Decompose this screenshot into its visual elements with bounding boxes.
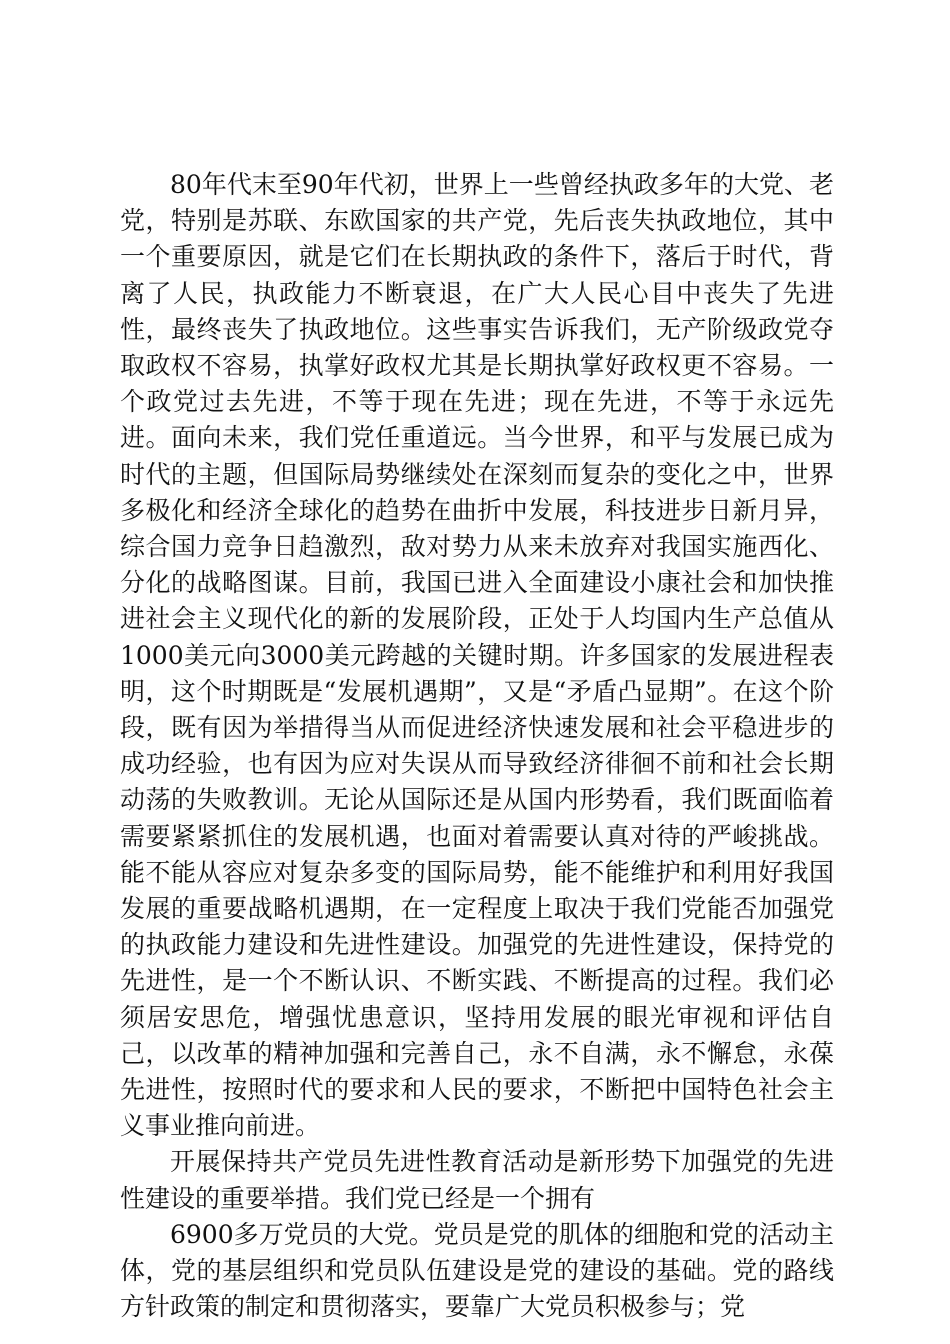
paragraph-3: 6900多万党员的大党。党员是党的肌体的细胞和党的活动主体，党的基层组织和党员队伍建设是党的建设的基础。党的路线方针政策的制定和贯彻落实，要靠广大党员积极参与；党: [120, 1219, 834, 1322]
paragraph-1: 80年代末至90年代初，世界上一些曾经执政多年的大党、老党，特别是苏联、东欧国家的共产党，先后丧失执政地位，其中一个重要原因，就是它们在长期执政的条件下，落后于时代，背离了人民，执政能力不断衰退，在广大人民心目中丧失了先进性，最终丧失了执政地位。这些事实告诉我们，无产阶级政党夺取政权不容易，执掌好政权尤其是长期执掌好政权更不容易。一个政党过去先进，不等于现在先进；现在先进，不等于永远先进。面向未来，我们党任重道远。当今世界，和平与发展已成为时代的主题，但国际局势继续处在深刻而复杂的变化之中，世界多极化和经济全球化的趋势在曲折中发展，科技进步日新月异，综合国力竞争日趋激烈，敌对势力从来未放弃对我国实施西化、分化的战略图谋。目前，我国已进入全面建设小康社会和加快推进社会主义现代化的新的发展阶段，正处于人均国内生产总值从1000美元向3000美元跨越的关键时期。许多国家的发展进程表明，这个时期既是“发展机遇期”，又是“矛盾凸显期”。在这个阶段，既有因为举措得当从而促进经济快速发展和社会平稳进步的成功经验，也有因为应对失误从而导致经济徘徊不前和社会长期动荡的失败教训。无论从国际还是从国内形势看，我们既面临着需要紧紧抓住的发展机遇，也面对着需要认真对待的严峻挑战。能不能从容应对复杂多变的国际局势，能不能维护和利用好我国发展的重要战略机遇期，在一定程度上取决于我们党能否加强党的执政能力建设和先进性建设。加强党的先进性建设，保持党的先进性，是一个不断认识、不断实践、不断提高的过程。我们必须居安思危，增强忧患意识，坚持用发展的眼光审视和评估自己，以改革的精神加强和完善自己，永不自满，永不懈怠，永葆先进性，按照时代的要求和人民的要求，不断把中国特色社会主义事业推向前进。: [120, 170, 834, 1141]
body-text: [120, 167, 834, 1326]
paragraph-2: 开展保持共产党员先进性教育活动是新形势下加强党的先进性建设的重要举措。我们党已经是一个拥有: [120, 1147, 834, 1213]
